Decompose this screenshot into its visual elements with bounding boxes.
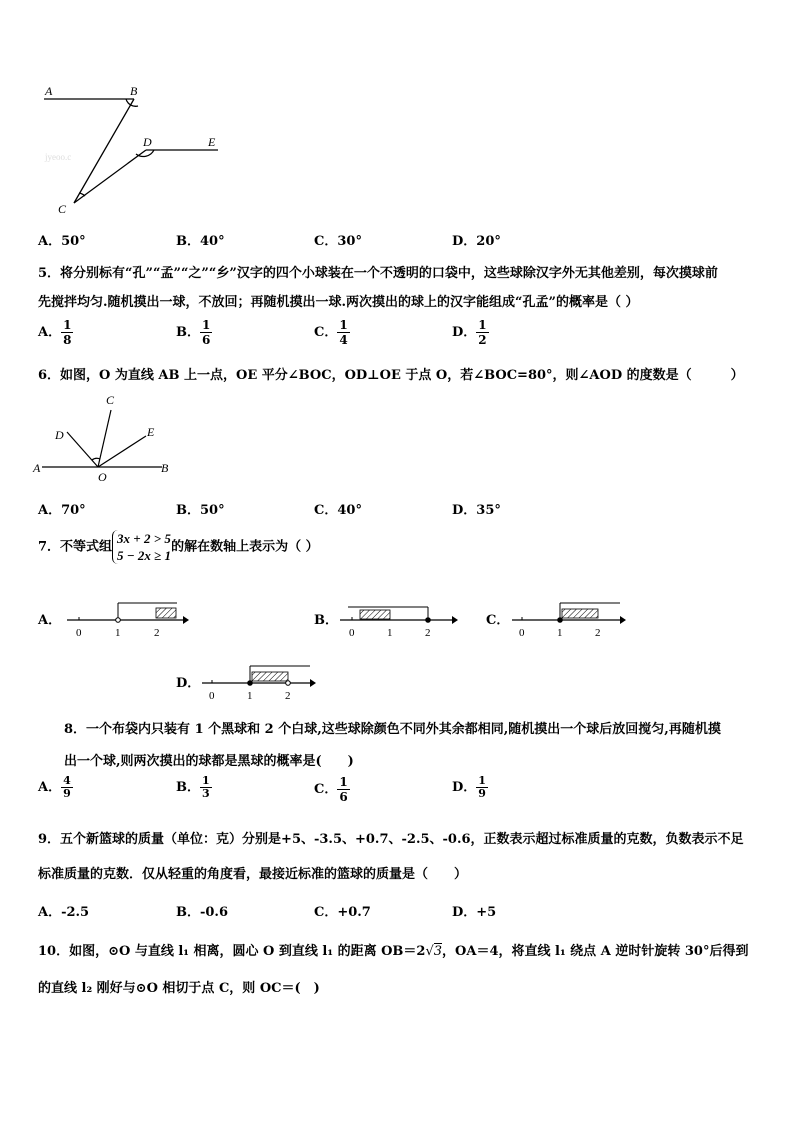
tick-label-0: 0 bbox=[349, 627, 355, 639]
tick-label-2: 2 bbox=[154, 627, 160, 639]
sqrt-symbol: √ bbox=[425, 944, 434, 959]
q10-text-line2: 的直线 l₂ 刚好与⊙O 相切于点 C，则 OC＝( ) bbox=[38, 981, 320, 996]
q8-option-c: C． $\frac{1}{6}$ bbox=[314, 775, 348, 804]
point-label-e: E bbox=[147, 425, 155, 439]
q4-option-d: D．20° bbox=[452, 234, 501, 249]
q8-text-line1: 8．一个布袋内只装有 1 个黑球和 2 个白球,这些球除颜色不同外其余都相同,随机摸出一个球后放回搅匀,再随机摸 bbox=[64, 722, 721, 737]
q6-option-c: C．40° bbox=[314, 503, 362, 518]
q4-option-c: C．30° bbox=[314, 234, 362, 249]
tick-label-0: 0 bbox=[76, 627, 82, 639]
q6-option-d: D．35° bbox=[452, 503, 501, 518]
tick-label-1: 1 bbox=[115, 627, 121, 639]
q8-option-d: D． $\frac{1}{9}$ bbox=[452, 774, 486, 800]
q8-option-a: A． $\frac{4}{9}$ bbox=[38, 774, 71, 800]
point-label-o: O bbox=[98, 470, 107, 484]
number-line-d bbox=[200, 659, 325, 705]
tick-label-2: 2 bbox=[595, 627, 601, 639]
q5-option-d: D． $\frac{1}{2}$ bbox=[452, 318, 487, 347]
q5-text-line2: 先搅拌均匀.随机摸出一球，不放回；再随机摸出一球.两次摸出的球上的汉字能组成“孔孟”的概率是（ ） bbox=[38, 295, 639, 310]
q8-text-line2: 出一个球,则两次摸出的球都是黑球的概率是( ) bbox=[64, 754, 354, 769]
point-label-d: D bbox=[55, 428, 64, 442]
q5-text-line1: 5．将分别标有“孔”“孟”“之”“乡”汉字的四个小球装在一个不透明的口袋中，这些球除汉字外无其他差别，每次摸球前 bbox=[38, 266, 718, 281]
point-label-e: E bbox=[208, 135, 216, 149]
q9-option-d: D．+5 bbox=[452, 905, 497, 920]
q9-text-line1: 9．五个新篮球的质量（单位：克）分别是+5、-3.5、+0.7、-2.5、-0.6，正数表示超过标准质量的克数，负数表示不足 bbox=[38, 832, 744, 847]
point-label-b: B bbox=[130, 84, 138, 98]
tick-label-0: 0 bbox=[209, 690, 215, 702]
q7-option-c: C． bbox=[486, 613, 510, 628]
tick-label-1: 1 bbox=[387, 627, 393, 639]
number-line-b bbox=[338, 596, 463, 642]
q7-option-a: A． bbox=[38, 613, 62, 628]
q9-option-c: C．+0.7 bbox=[314, 905, 371, 920]
tick-label-0: 0 bbox=[519, 627, 525, 639]
number-line-a bbox=[65, 596, 190, 642]
q9-text-line2: 标准质量的克数．仅从轻重的角度看，最接近标准的篮球的质量是（ ） bbox=[38, 867, 468, 882]
q5-option-b: B． $\frac{1}{6}$ bbox=[176, 318, 211, 347]
point-label-a: A bbox=[33, 461, 41, 475]
q9-option-b: B．-0.6 bbox=[176, 905, 229, 920]
angle-figure-q4 bbox=[30, 80, 230, 220]
tick-label-1: 1 bbox=[247, 690, 253, 702]
q7-option-d: D． bbox=[176, 676, 201, 691]
point-label-a: A bbox=[45, 84, 53, 98]
q7-text: 7．不等式组 3x + 2 > 5 5 − 2x ≥ 1 的解在数轴上表示为（ ） bbox=[38, 531, 319, 563]
q7-option-b: B． bbox=[314, 613, 338, 628]
angle-figure-q6 bbox=[30, 390, 180, 485]
point-label-c: C bbox=[58, 202, 67, 216]
q8-option-b: B． $\frac{1}{3}$ bbox=[176, 774, 210, 800]
tick-label-2: 2 bbox=[425, 627, 431, 639]
q6-option-a: A．70° bbox=[38, 503, 86, 518]
q6-option-b: B．50° bbox=[176, 503, 225, 518]
q4-option-a: A．50° bbox=[38, 234, 86, 249]
q9-option-a: A．-2.5 bbox=[38, 905, 90, 920]
q6-text: 6．如图，O 为直线 AB 上一点，OE 平分∠BOC，OD⊥OE 于点 O，若∠BOC=80°，则∠AOD 的度数是（ ） bbox=[38, 368, 744, 383]
q4-option-b: B．40° bbox=[176, 234, 225, 249]
inequality-system: 3x + 2 > 5 5 − 2x ≥ 1 bbox=[112, 530, 171, 564]
q5-option-c: C． $\frac{1}{4}$ bbox=[314, 318, 348, 347]
q5-option-a: A． $\frac{1}{8}$ bbox=[38, 318, 72, 347]
tick-label-2: 2 bbox=[285, 690, 291, 702]
q10-text-line1: 10．如图，⊙O 与直线 l₁ 相离，圆心 O 到直线 l₁ 的距离 OB＝2√3，OA＝4，将直线 l₁ 绕点 A 逆时针旋转 30°后得到 bbox=[38, 944, 749, 959]
sqrt-radicand: 3 bbox=[433, 944, 443, 959]
number-line-c bbox=[510, 596, 635, 642]
point-label-d: D bbox=[143, 135, 152, 149]
tick-label-1: 1 bbox=[557, 627, 563, 639]
point-label-b: B bbox=[161, 461, 169, 475]
point-label-c: C bbox=[106, 393, 115, 407]
watermark: jyeoo.c bbox=[45, 152, 72, 162]
